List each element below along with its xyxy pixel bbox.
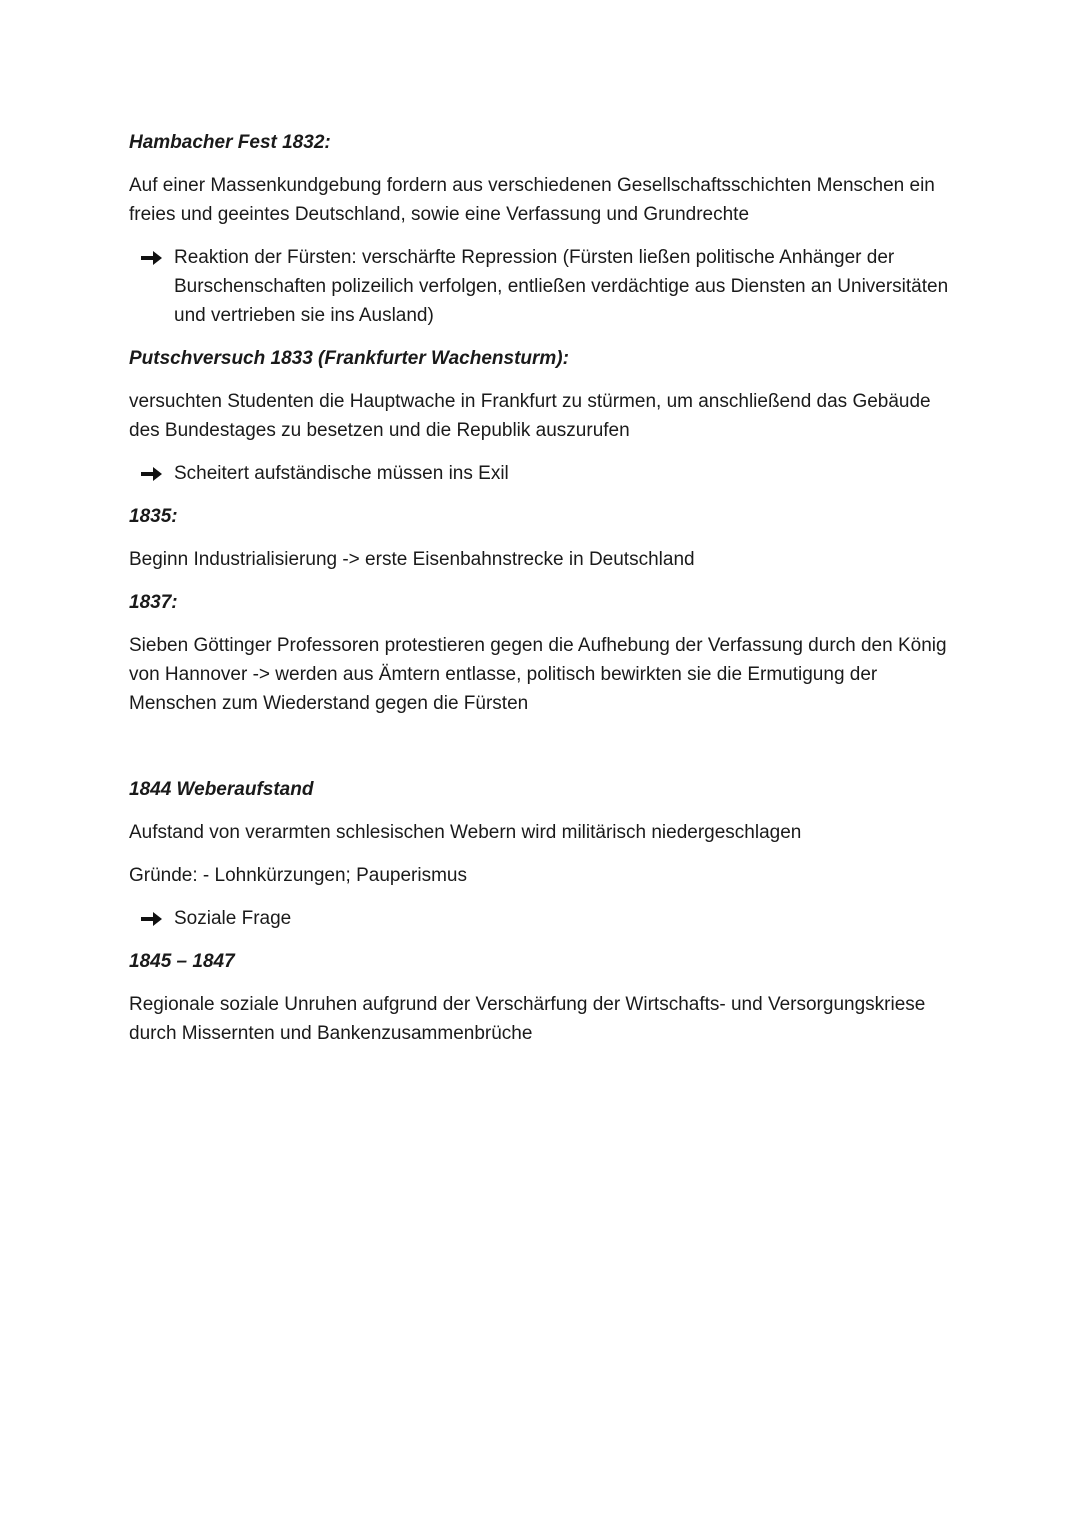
section-paragraph: versuchten Studenten die Hauptwache in Frankfurt zu stürmen, um anschließend das Gebäude des Bundestages zu besetzen und die Republik auszurufen	[129, 391, 931, 441]
arrow-bullet-item	[129, 243, 959, 330]
section-heading-hambacher-fest: Hambacher Fest 1832:	[129, 132, 331, 153]
bullet-text: Reaktion der Fürsten: verschärfte Repression (Fürsten ließen politische Anhänger der Burschenschaften polizeilich verfolgen, entließen verdächtige aus Diensten an Universitäten und vertrieben sie ins Ausland)	[174, 247, 949, 326]
arrow-right-icon	[141, 250, 163, 266]
arrow-bullet-item	[129, 459, 959, 488]
arrow-right-icon	[141, 911, 163, 927]
section-heading-1837: 1837:	[129, 592, 178, 613]
document-page	[129, 128, 959, 1048]
bullet-text: Scheitert aufständische müssen ins Exil	[174, 463, 509, 484]
section-paragraph: Aufstand von verarmten schlesischen Webern wird militärisch niedergeschlagen	[129, 822, 802, 843]
section-heading-putschversuch: Putschversuch 1833 (Frankfurter Wachensturm):	[129, 348, 569, 369]
arrow-right-icon	[141, 466, 163, 482]
arrow-bullet-item	[129, 904, 959, 933]
section-heading-weberaufstand: 1844 Weberaufstand	[129, 779, 314, 800]
section-heading-1845-1847: 1845 – 1847	[129, 951, 235, 972]
section-paragraph: Gründe: - Lohnkürzungen; Pauperismus	[129, 865, 467, 886]
section-paragraph: Sieben Göttinger Professoren protestieren gegen die Aufhebung der Verfassung durch den König von Hannover -> werden aus Ämtern entlasse, politisch bewirkten sie die Ermutigung der Menschen zum Wiederstand gegen die Fürsten	[129, 635, 947, 714]
section-heading-1835: 1835:	[129, 506, 178, 527]
section-paragraph: Regionale soziale Unruhen aufgrund der Verschärfung der Wirtschafts- und Versorgungskriese durch Missernten und Bankenzusammenbrüche	[129, 994, 926, 1044]
section-paragraph: Auf einer Massenkundgebung fordern aus verschiedenen Gesellschaftsschichten Menschen ein freies und geeintes Deutschland, sowie eine Verfassung und Grundrechte	[129, 175, 935, 225]
section-paragraph: Beginn Industrialisierung -> erste Eisenbahnstrecke in Deutschland	[129, 549, 695, 570]
bullet-text: Soziale Frage	[174, 908, 292, 929]
